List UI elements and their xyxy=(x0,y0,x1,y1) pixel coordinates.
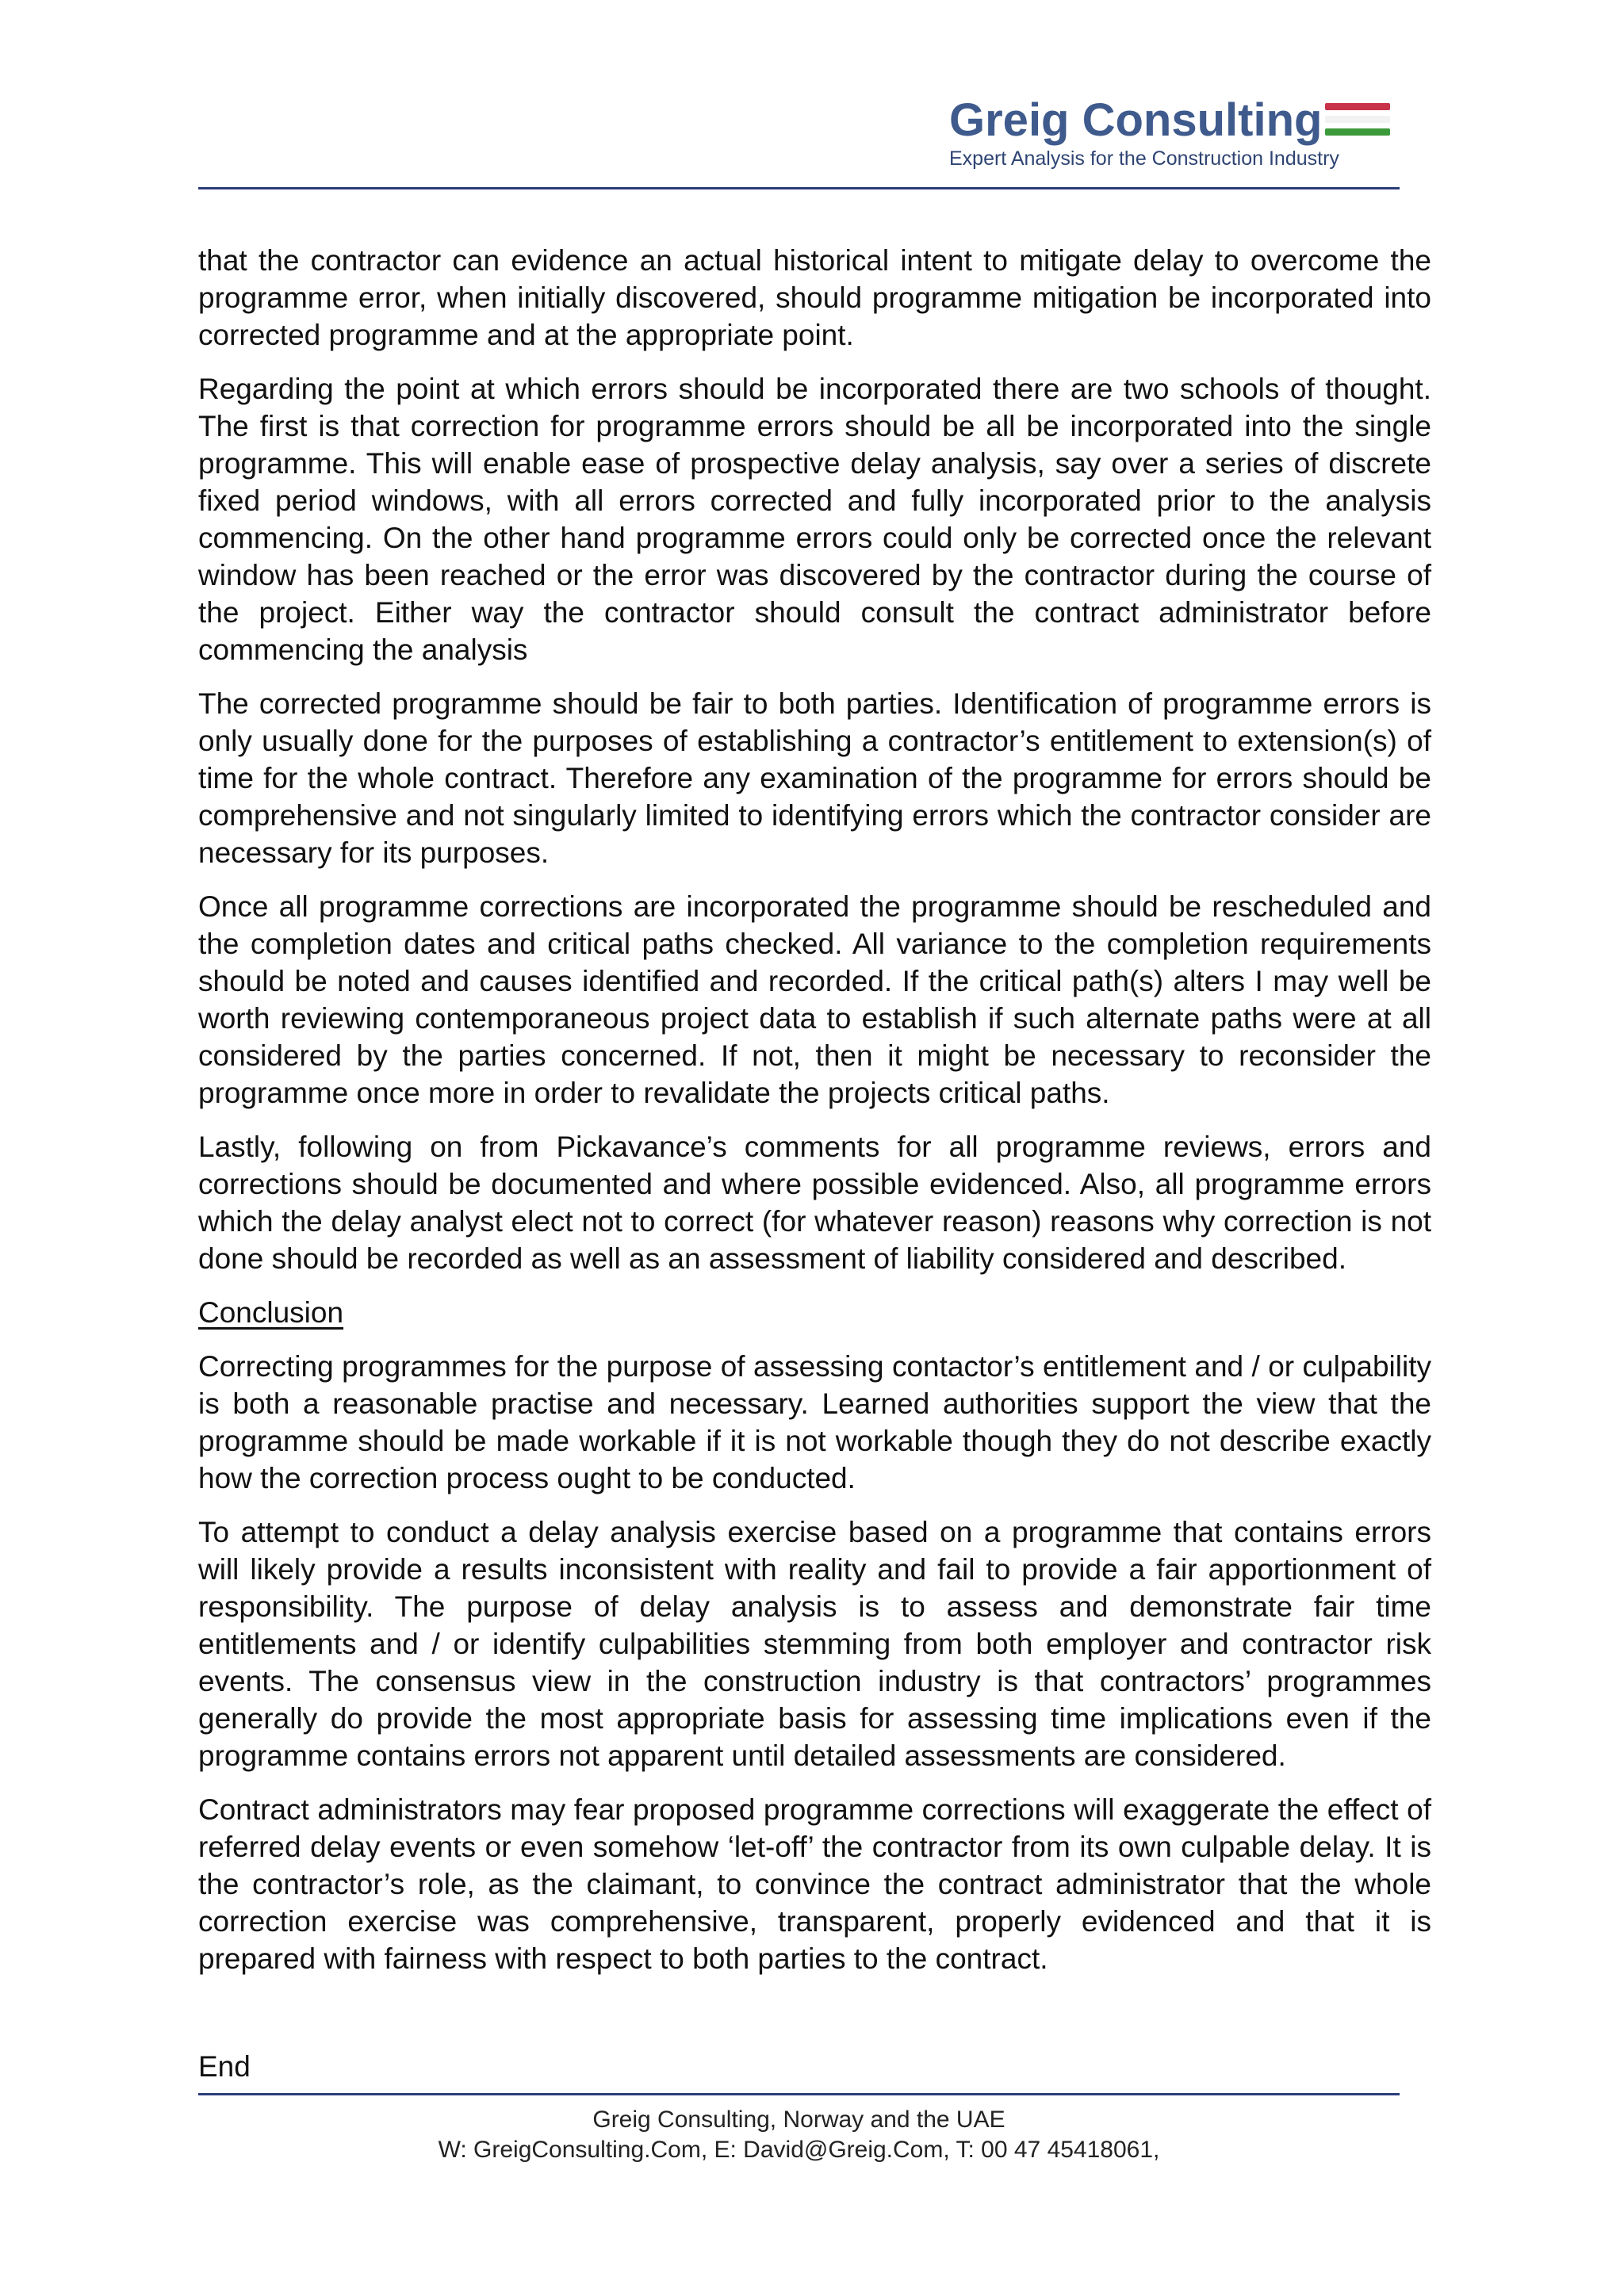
conclusion-paragraph: Contract administrators may fear proposed programme corrections will exaggerate the effect of referred delay events or even somehow ‘let-off’ the contractor from its own culpable delay. It is the contractor’s role, as the claimant, to convince the contract administrator that the whole correction exercise was comprehensive, transparent, properly evidenced and that it is prepared with fairness with respect to both parties to the contract. xyxy=(198,1793,1431,1975)
body-paragraph: Regarding the point at which errors should be incorporated there are two schools of thought. The first is that correction for programme errors should be all be incorporated into the single programme. This will enable ease of prospective delay analysis, say over a series of discrete fixed period windows, with all errors corrected and fully incorporated prior to the analysis commencing. On the other hand programme errors could only be corrected once the relevant window has been reached or the error was discovered by the contractor during the course of the project. Either way the contractor should consult the contract administrator before commencing the analysis xyxy=(198,373,1431,666)
flag-stripe-red xyxy=(1325,103,1390,110)
page-header xyxy=(198,87,1400,189)
conclusion-heading: Conclusion xyxy=(198,1296,344,1329)
conclusion-paragraph: Correcting programmes for the purpose of assessing contactor’s entitlement and / or culpability is both a reasonable practise and necessary. Learned authorities support the view that the programme should be made workable if it is not workable though they do not describe exactly how the correction process ought to be conducted. xyxy=(198,1350,1431,1494)
end-label: End xyxy=(198,2050,251,2083)
body-paragraph: that the contractor can evidence an actual historical intent to mitigate delay to overcome the programme error, when initially discovered, should programme mitigation be incorporated into corrected programme and at the appropriate point. xyxy=(198,244,1431,351)
conclusion-paragraph: To attempt to conduct a delay analysis exercise based on a programme that contains errors will likely provide a results inconsistent with reality and fail to provide a fair apportionment of responsibility. The purpose of delay analysis is to assess and demonstrate fair time entitlements and / or identify culpabilities stemming from both employer and contractor risk events. The consensus view in the construction industry is that contractors’ programmes generally do provide the most appropriate basis for assessing time implications even if the programme contains errors not apparent until detailed assessments are considered. xyxy=(198,1516,1431,1772)
body-paragraph: Lastly, following on from Pickavance’s comments for all programme reviews, errors and corrections should be documented and where possible evidenced. Also, all programme errors which the delay analyst elect not to correct (for whatever reason) reasons why correction is not done should be recorded as well as an assessment of liability considered and described. xyxy=(198,1131,1431,1275)
document-body xyxy=(198,242,1431,1994)
company-name: Greig Consulting xyxy=(949,94,1323,146)
flag-stripe-green xyxy=(1325,128,1390,136)
company-logo xyxy=(949,94,1393,173)
footer-contact-line: W: GreigConsulting.Com, E: David@Greig.Com, T: 00 47 45418061, xyxy=(438,2137,1160,2163)
body-paragraph: The corrected programme should be fair to both parties. Identification of programme errors is only usually done for the purposes of establishing a contractor’s entitlement to extension(s) of time for the whole contract. Therefore any examination of the programme for errors should be comprehensive and not singularly limited to identifying errors which the contractor consider are necessary for its purposes. xyxy=(198,687,1431,869)
flag-icon xyxy=(1325,103,1390,136)
footer-company-line: Greig Consulting, Norway and the UAE xyxy=(592,2107,1005,2133)
page-footer xyxy=(198,2093,1400,2165)
body-paragraph: Once all programme corrections are incorporated the programme should be rescheduled and the completion dates and critical paths checked. All variance to the completion requirements should be noted and causes identified and recorded. If the critical path(s) alters I may well be worth reviewing contemporaneous project data to establish if such alternate paths were at all considered by the parties concerned. If not, then it might be necessary to reconsider the programme once more in order to revalidate the projects critical paths. xyxy=(198,890,1431,1109)
flag-stripe-white xyxy=(1325,116,1390,123)
company-tagline: Expert Analysis for the Construction Industry xyxy=(949,147,1339,170)
